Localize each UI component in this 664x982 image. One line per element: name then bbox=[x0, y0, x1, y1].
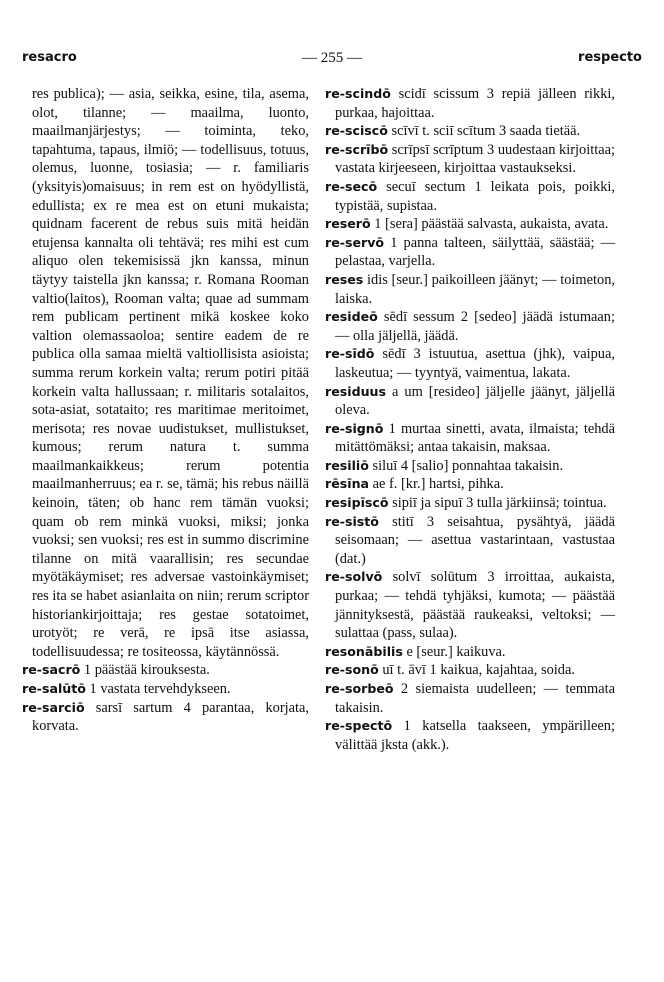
dictionary-entry bbox=[325, 643, 615, 662]
dictionary-entry bbox=[325, 661, 615, 680]
entry-headword: re-solvō bbox=[325, 569, 383, 585]
entry-headword: re-sacrō bbox=[22, 662, 81, 678]
entry-headword: reserō bbox=[325, 216, 371, 232]
entry-headword: resiliō bbox=[325, 457, 369, 473]
entry-text: res publica); — asia, seikka, esine, tila, asema, olot, tilanne; — maailma, luonto, maailmanjärjestys; — toiminta, teko, tapahtuma, tapaus, ilmiö; — todellisuus, totuus, olemus, luonne, tosiasia; — r. familiaris (yksityis)omaisuus; in rem est on hyödyllistä, edullista; ex re mea est on etuni mukaista; quidnam facerent de rebus suis mitä heidän etujensa kannalta oli tehtävä; res mihi est cum aliquo olen tekemisissä jkn kanssa, minun täytyy taistella jkn kanssa; r. Romana Rooman valtio(laitos), Rooman valta; quae ad summam rem publicam pertinent mikä koskee koko valtion olemassaoloa; sentire eadem de re publica olla samaa mieltä valtiollisista asioista; summa rerum korkein valta; rerum potiri pitää korkein valta hallussaan; r. militaris sotalaitos, sota-asiat, sotataito; res maritimae meritoimet, merisota; res novae uudistukset, mullistukset, kumous; rerum natura t. summa maailmankaikkeus; rerum potentia maailmanherruus; ea r. se, tämä; his rebus näillä keinoin, täten; ob hanc rem tämän vuoksi; quam ob rem minkä vuoksi, miksi; jonka vuoksi; sen vuoksi; res est in summo discrimine tilanne on mitä vaarallisin; res secundae myötäkäymiset; res adversae vastoinkäymiset; res ita se habet asianlaita on niin; rerum scriptor historiankirjoittaja; res gestae sotatoimet, urotyöt; re verā, re ipsā itse asiassa, todellisuudessa; re tositeossa, käytännössä. bbox=[32, 86, 309, 660]
dictionary-entry bbox=[22, 699, 309, 736]
entry-headword: re-signō bbox=[325, 420, 384, 436]
entry-text: solvī solūtum 3 irroittaa, aukaista, purkaa; — tehdä tyhjäksi, kumota; — päästää jännityksestä, päästää raukeaksi, veltoksi; — sulattaa (pass, sulaa). bbox=[335, 569, 615, 642]
entry-text: scrīpsī scrīptum 3 uudestaan kirjoittaa; vastata kirjeeseen, kirjoittaa vastaukseksi. bbox=[335, 141, 615, 177]
entry-text: 1 katsella taakseen, ympärilleen; välittää jksta (akk.). bbox=[335, 718, 615, 753]
entry-headword: re-scrībō bbox=[325, 141, 389, 157]
entry-text: a um [resideo] jäljelle jäänyt, jäljellä oleva. bbox=[335, 383, 615, 419]
entry-headword: re-sciscō bbox=[325, 123, 388, 139]
dictionary-entry bbox=[325, 680, 615, 717]
entry-headword: re-sarciō bbox=[22, 699, 85, 715]
entry-text: e [seur.] kaikuva. bbox=[406, 643, 506, 660]
entry-text: 2 siemaista uudelleen; — temmata takaisin. bbox=[335, 681, 615, 716]
right-guideword: respecto bbox=[578, 50, 642, 65]
entry-headword: re-salūtō bbox=[22, 681, 86, 696]
dictionary-entry bbox=[22, 661, 309, 680]
dictionary-entry bbox=[325, 457, 615, 476]
dictionary-entry bbox=[325, 308, 615, 345]
entry-text: 1 murtaa sinetti, avata, ilmaista; tehdä mitättömäksi; antaa takaisin, maksaa. bbox=[335, 420, 615, 456]
dictionary-entry bbox=[325, 85, 615, 122]
entry-text: uī t. āvī 1 kaikua, kajahtaa, soida. bbox=[382, 662, 575, 679]
right-column bbox=[325, 85, 615, 754]
entry-headword: rēsīna bbox=[325, 476, 370, 492]
continuation-entry bbox=[22, 85, 309, 661]
entry-text: 1 vastata tervehdykseen. bbox=[89, 681, 231, 697]
entry-headword: re-scindō bbox=[325, 86, 391, 101]
entry-text: stitī 3 seisahtua, pysähtyä, jäädä seisomaan; — asettua vastarintaan, vastustaa (dat.) bbox=[335, 513, 615, 567]
entry-headword: resideō bbox=[325, 309, 378, 325]
dictionary-entry bbox=[325, 717, 615, 754]
dictionary-entry bbox=[325, 271, 615, 308]
dictionary-entry bbox=[325, 215, 615, 234]
dictionary-entry bbox=[325, 568, 615, 642]
dictionary-entry bbox=[325, 383, 615, 420]
entry-text: sarsī sartum 4 parantaa, korjata, korvata. bbox=[32, 699, 309, 735]
dictionary-entry bbox=[325, 494, 615, 513]
page-number: — 255 — bbox=[302, 50, 362, 66]
entry-headword: re-sonō bbox=[325, 662, 379, 678]
entry-headword: re-sistō bbox=[325, 513, 379, 529]
entry-text: 1 päästää kirouksesta. bbox=[83, 662, 210, 679]
entry-headword: resonābilis bbox=[325, 643, 403, 659]
entry-text: sēdī sessum 2 [sedeo] jäädä istumaan; — olla jäljellä, jäädä. bbox=[335, 309, 615, 344]
left-column bbox=[22, 85, 309, 736]
dictionary-entry bbox=[325, 141, 615, 178]
dictionary-entry bbox=[325, 475, 615, 494]
dictionary-entry bbox=[325, 234, 615, 271]
entry-headword: resipīscō bbox=[325, 495, 389, 511]
dictionary-entry bbox=[325, 513, 615, 569]
page-header bbox=[22, 50, 642, 70]
dictionary-entry bbox=[22, 680, 309, 699]
left-guideword: resacro bbox=[22, 50, 77, 65]
entry-text: siluī 4 [salio] ponnahtaa takaisin. bbox=[372, 457, 564, 474]
entry-headword: reses bbox=[325, 271, 364, 287]
dictionary-entry bbox=[325, 420, 615, 457]
entry-headword: re-sorbeō bbox=[325, 681, 394, 696]
dictionary-entry bbox=[325, 122, 615, 141]
entry-text: idis [seur.] paikoilleen jäänyt; — toimeton, laiska. bbox=[335, 271, 615, 307]
dictionary-entry bbox=[325, 345, 615, 382]
entry-text: secuī sectum 1 leikata pois, poikki, typistää, supistaa. bbox=[335, 178, 616, 214]
entry-headword: re-spectō bbox=[325, 718, 393, 734]
entry-text: sipiī ja sipuī 3 tulla järkiinsä; tointua. bbox=[392, 495, 607, 512]
entry-text: 1 panna talteen, säilyttää, säästää; — pelastaa, varjella. bbox=[335, 234, 615, 270]
entry-text: sēdī 3 istuutua, asettua (jhk), vaipua, laskeutua; — tyyntyä, vaimentua, lakata. bbox=[335, 346, 615, 381]
dictionary-entry bbox=[325, 178, 615, 215]
entry-text: scīvī t. sciī scītum 3 saada tietää. bbox=[391, 123, 581, 140]
entry-headword: re-servō bbox=[325, 234, 385, 250]
entry-text: scidī scissum 3 repiä jälleen rikki, purkaa, hajoittaa. bbox=[335, 86, 615, 121]
entry-headword: re-secō bbox=[325, 178, 378, 194]
entry-text: ae f. [kr.] hartsi, pihka. bbox=[372, 476, 504, 493]
entry-text: 1 [sera] päästää salvasta, aukaista, avata. bbox=[374, 216, 609, 233]
entry-headword: residuus bbox=[325, 383, 387, 399]
entry-headword: re-sīdō bbox=[325, 346, 375, 362]
